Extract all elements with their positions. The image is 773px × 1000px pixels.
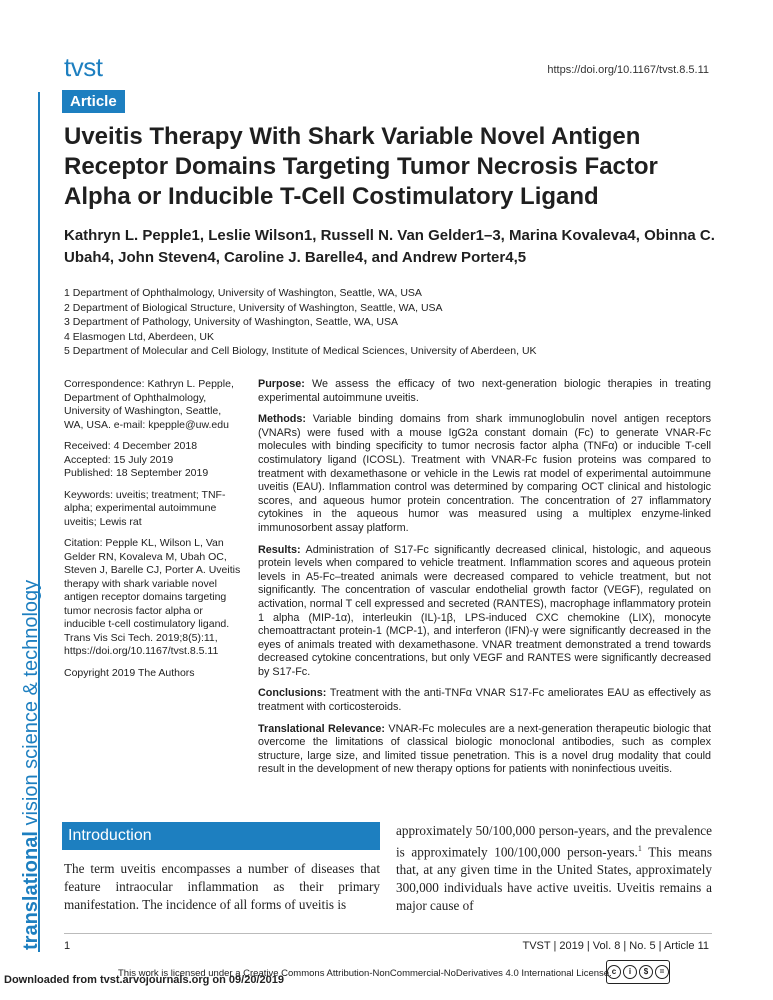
purpose-label: Purpose: <box>258 378 305 390</box>
by-icon: i <box>623 965 637 979</box>
cc-icon: c <box>607 965 621 979</box>
dates <box>64 440 242 481</box>
sidebar-title-bold: translational <box>20 831 42 950</box>
cc-license-badge[interactable] <box>606 960 670 984</box>
affiliation-2: 2 Department of Biological Structure, University of Washington, Seattle, WA, USA <box>64 301 443 314</box>
abstract-relevance <box>258 723 711 777</box>
nc-icon: $ <box>639 965 653 979</box>
introduction-right-column <box>396 822 712 915</box>
affiliation-3: 3 Department of Pathology, University of Washington, Seattle, WA, USA <box>64 316 399 328</box>
license-text[interactable]: This work is licensed under a Creative Commons Attribution-NonCommercial-NoDerivatives 4.0 International License. <box>118 968 612 979</box>
methods-label: Methods: <box>258 413 306 426</box>
results-label: Results: <box>258 543 301 556</box>
abstract-results <box>258 544 711 680</box>
published-date: Published: 18 September 2019 <box>64 467 209 479</box>
received-date: Received: 4 December 2018 <box>64 440 198 452</box>
conclusions-text: Treatment with the anti-TNFα VNAR S17-Fc ameliorates EAU as effectively as treatment with corticosteroids. <box>258 687 711 714</box>
copyright: Copyright 2019 The Authors <box>64 666 195 679</box>
nd-icon: = <box>655 965 669 979</box>
paper-title: Uveitis Therapy With Shark Variable Novel Antigen Receptor Domains Targeting Tumor Necrosis Factor Alpha or Inducible T-Cell Costimulatory Ligand <box>64 123 658 210</box>
article-info-column <box>64 378 242 688</box>
affiliation-5: 5 Department of Molecular and Cell Biology, Institute of Medical Sciences, University of Aberdeen, UK <box>64 345 537 357</box>
footer-rule <box>64 933 712 934</box>
correspondence: Correspondence: Kathryn L. Pepple, Department of Ophthalmology, University of Washington, Seattle, WA, USA. e-mail: kpepple@uw.edu <box>64 378 234 431</box>
author-list: Kathryn L. Pepple1, Leslie Wilson1, Russell N. Van Gelder1–3, Marina Kovaleva4, Obinna C. Ubah4, John Steven4, Caroline J. Barelle4, and Andrew Porter4,5 <box>64 227 715 266</box>
download-notice: Downloaded from tvst.arvojournals.org on 09/20/2019 <box>4 974 284 986</box>
abstract-purpose <box>258 378 711 405</box>
intro-right-text-b: This means that, at any given time in the United States, approximately 300,000 individuals have active uveitis. Uveitis remains a major cause of <box>396 844 712 914</box>
intro-right-text-a: approximately 50/100,000 person-years, and the prevalence is approximately 100/100,000 person-years. <box>396 823 712 860</box>
affiliations <box>64 286 724 359</box>
article-type-badge: Article <box>62 90 125 113</box>
introduction-heading: Introduction <box>62 822 380 850</box>
relevance-text: VNAR-Fc molecules are a next-generation therapeutic biologic that overcome the limitations of classical biologic monoclonal antibodies, such as complex structure, large size, and limited tissue penetration. This is a novel drug modality that could result in the development of new therapy options for patients with noninfectious uveitis. <box>258 722 712 776</box>
accepted-date: Accepted: 15 July 2019 <box>64 453 174 466</box>
reference-1-link[interactable]: 1 <box>637 844 642 853</box>
affiliation-1: 1 Department of Ophthalmology, University of Washington, Seattle, WA, USA <box>64 287 422 299</box>
citation: Citation: Pepple KL, Wilson L, Van Gelder RN, Kovaleva M, Ubah OC, Steven J, Barelle CJ, Porter A. Uveitis therapy with shark variable novel antigen receptor domains targeting tumor necrosis factor alpha or inducible t-cell costimulatory ligand. Trans Vis Sci Tech. 2019;8(5):11, https://doi.org/10.1167/tvst.8.5.11 <box>64 537 241 657</box>
results-text: Administration of S17-Fc significantly decreased clinical, histologic, and aqueous protein levels when compared to vehicle treatment. Inflammation scores and aqueous protein levels in A5-Fc–treated animals were decreased compared to vehicle treatment, but not significantly. The concentration of vascular endothelial growth factor (VEGF), regulated on activation, normal T cell expressed and secreted (RANTES), macrophage inflammatory protein 1 alpha (MIP-1α), interleukin (IL)-1β, LPS-induced CXC chemokine (LIX), monocyte chemoattractant protein-1 (MCP-1), and interferon (IFN)-γ were significantly decreased in the eyes of animals treated with dexamethasone. VNAR treatment demonstrated a trend towards decreased cytokine concentrations, but only VEGF and RANTES were significantly decreased by S17-Fc. <box>258 543 711 678</box>
abstract-methods <box>258 413 711 535</box>
abstract <box>258 378 711 785</box>
journal-sidebar-title <box>20 580 43 950</box>
introduction-left-column: The term uveitis encompasses a number of diseases that feature intraocular inflammation as their primary manifestation. The incidence of all forms of uveitis is <box>64 861 380 912</box>
abstract-conclusions <box>258 687 711 714</box>
affiliation-4: 4 Elasmogen Ltd, Aberdeen, UK <box>64 330 215 343</box>
sidebar-title-rest: vision science & technology <box>20 579 42 832</box>
journal-logo: tvst <box>64 52 103 82</box>
methods-text: Variable binding domains from shark immunoglobulin novel antigen receptors (VNARs) were fused with a mouse IgG2a constant domain (Fc) to generate VNAR-Fc molecules with binding specificity to tumor necrosis factor alpha (TNFα) or inducible T-cell costimulatory ligand (ICOSL). Treatment with VNAR-Fc fusion proteins was compared to treatment with dexamethasone or vehicle in the Lewis rat model of experimental autoimmune uveitis (EAU). Inflammation control was determined by comparing OCT clinical and histologic scores, and aqueous humor protein concentration. The concentration of 27 inflammatory cytokines in the aqueous humor was measured using a multiplex enzyme-linked immunosorbent assay platform. <box>258 413 711 534</box>
conclusions-label: Conclusions: <box>258 687 327 700</box>
keywords: Keywords: uveitis; treatment; TNF-alpha; experimental autoimmune uveitis; Lewis rat <box>64 488 226 528</box>
page-number: 1 <box>64 940 71 952</box>
doi-link[interactable]: https://doi.org/10.1167/tvst.8.5.11 <box>547 64 709 76</box>
purpose-text: We assess the efficacy of two next-generation biologic therapies in treating experimental autoimmune uveitis. <box>258 378 711 404</box>
journal-citation-footer: TVST | 2019 | Vol. 8 | No. 5 | Article 11 <box>522 940 709 952</box>
relevance-label: Translational Relevance: <box>258 722 386 735</box>
